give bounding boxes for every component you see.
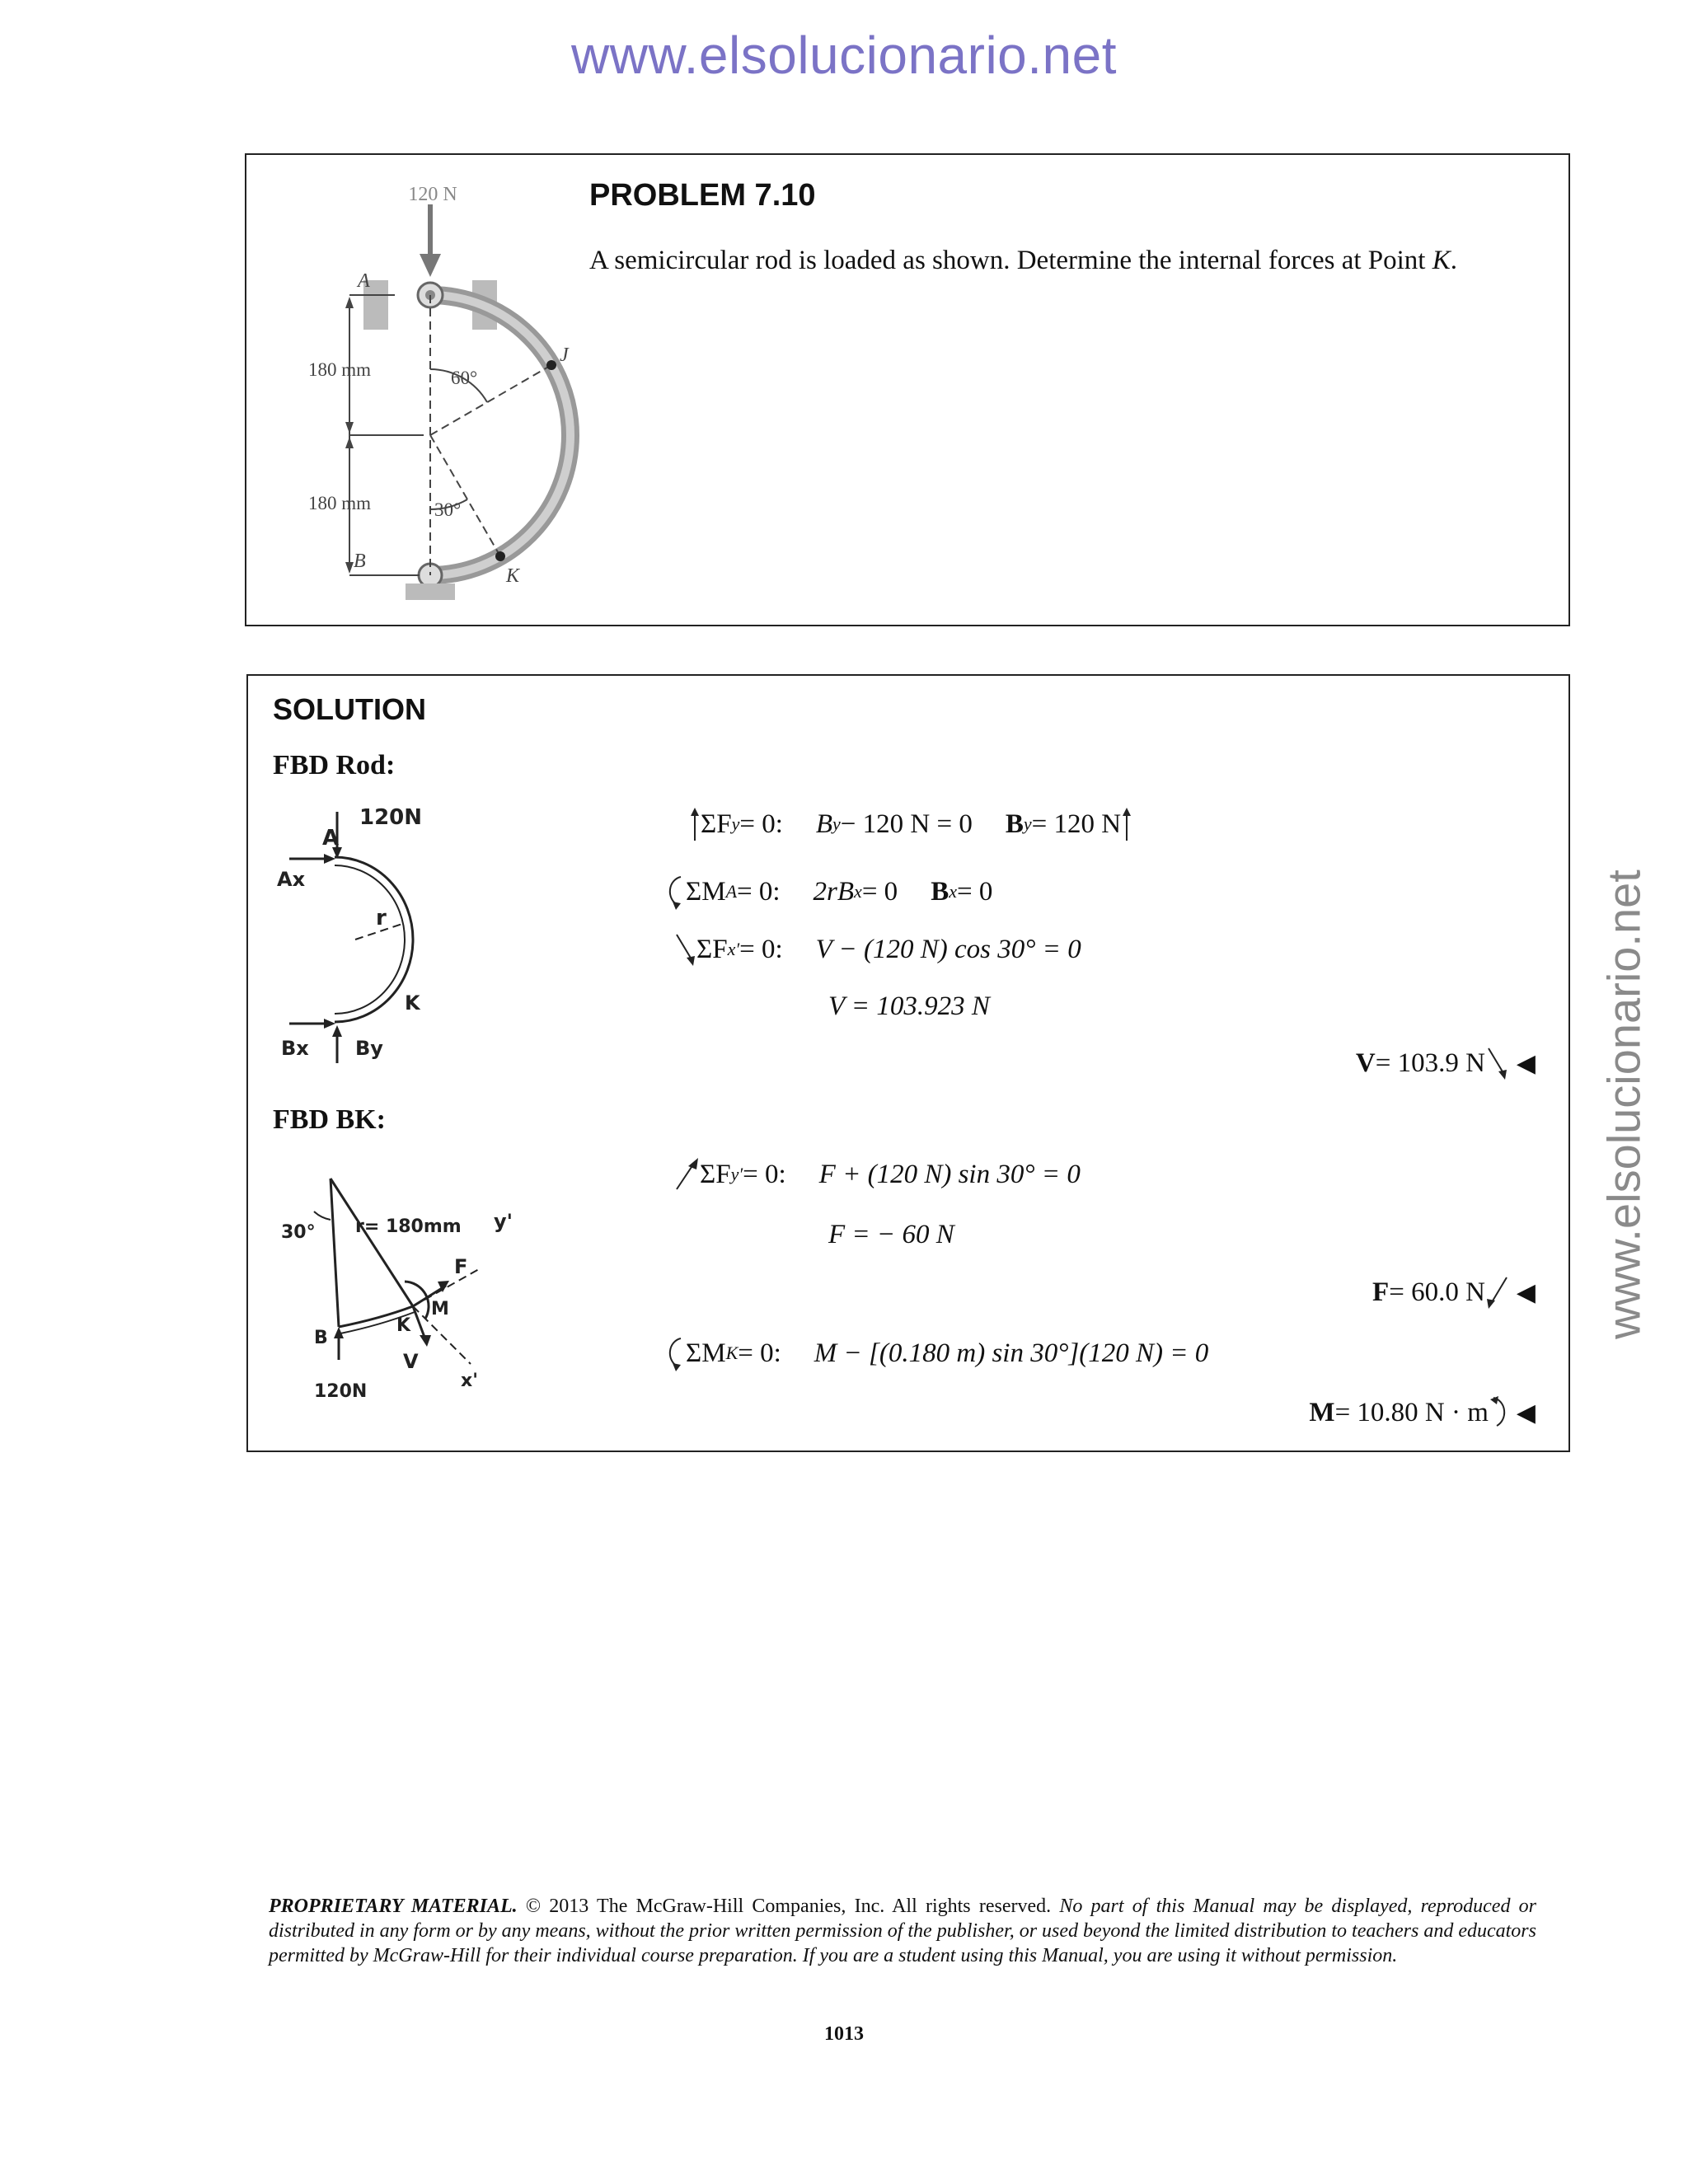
copyright-notice: PROPRIETARY MATERIAL. © 2013 The McGraw-Hill Companies, Inc. All rights reserved. No part of this Manual may be displayed, reproduced or distributed in any form or by any means, without the prior written permission of the publisher, or used beyond the limited distribution to teachers and educators permitted by McGraw-Hill for their individual course preparation. If you are a student using this Manual, you are using it without permission. <box>269 1896 1536 1966</box>
equation-sum-ma: ΣM A = 0: 2rB x = 0 B x = 0 <box>664 874 992 910</box>
problem-box <box>245 153 1570 626</box>
problem-statement: A semicircular rod is loaded as shown. Determine the internal forces at Point K. <box>589 246 1457 275</box>
bk-angle: 30° <box>281 1222 316 1243</box>
fbd-bk-label: FBD BK: <box>273 1104 386 1135</box>
equation-sum-fx-prime: ΣF x′ = 0: V − (120 N) cos 30° = 0 <box>675 933 1081 966</box>
ccw-moment-icon <box>664 1335 686 1371</box>
fbd-bk-sketch <box>273 1170 537 1409</box>
solution-box <box>246 674 1570 1452</box>
answer-v: V = 103.9 N ◀ <box>1356 1047 1536 1080</box>
dim-upper: 180 mm <box>308 359 372 380</box>
bk-M: M <box>431 1299 449 1319</box>
solution-title: SOLUTION <box>273 692 426 726</box>
problem-title: PROBLEM 7.10 <box>589 178 816 213</box>
load-label: 120 N <box>408 184 457 205</box>
problem-figure <box>271 171 601 600</box>
rod-K: K <box>405 991 420 1015</box>
angle-lower: 30° <box>434 499 462 520</box>
equation-v-value: V = 103.923 N <box>828 991 990 1021</box>
cw-moment-icon <box>1489 1394 1510 1431</box>
equation-f-value: F = − 60 N <box>828 1220 954 1249</box>
page-number: 1013 <box>824 2023 864 2045</box>
fbd-rod-label: FBD Rod: <box>273 750 396 780</box>
bk-y-axis: y' <box>494 1210 513 1233</box>
answer-marker: ◀ <box>1516 1399 1536 1427</box>
diagonal-arrow-icon <box>675 933 696 966</box>
answer-f: F = 60.0 N ◀ <box>1372 1276 1536 1309</box>
equation-sum-mk: ΣM K = 0: M − [(0.180 m) sin 30°](120 N) = 0 <box>664 1335 1208 1371</box>
rod-r: r <box>376 906 387 930</box>
rod-A: A <box>322 826 340 851</box>
up-arrow-icon <box>1121 808 1132 841</box>
diagonal-arrow-icon <box>1485 1276 1510 1309</box>
bk-radius: r= 180mm <box>355 1216 462 1237</box>
answer-m: M = 10.80 N · m ◀ <box>1309 1394 1536 1431</box>
up-arrow-icon <box>689 808 701 841</box>
angle-upper: 60° <box>451 368 478 388</box>
equation-sum-fy-prime: ΣF y′ = 0: F + (120 N) sin 30° = 0 <box>675 1158 1081 1191</box>
label-B: B <box>354 551 366 572</box>
bk-F: F <box>454 1255 468 1278</box>
bk-B: B <box>314 1328 328 1348</box>
label-A: A <box>358 270 370 292</box>
label-J: J <box>560 344 569 366</box>
bk-K: K <box>396 1315 411 1336</box>
answer-marker: ◀ <box>1516 1278 1536 1306</box>
ccw-moment-icon <box>664 874 686 910</box>
rod-By: By <box>355 1037 383 1060</box>
rod-load: 120N <box>359 808 423 830</box>
bk-V: V <box>403 1350 419 1373</box>
dim-lower: 180 mm <box>308 493 372 513</box>
diagonal-arrow-icon <box>675 1158 700 1191</box>
answer-marker: ◀ <box>1516 1049 1536 1077</box>
diagonal-arrow-icon <box>1485 1047 1510 1080</box>
rod-Bx: Bx <box>281 1037 309 1060</box>
bk-x-axis: x' <box>461 1371 478 1391</box>
bk-load: 120N <box>314 1381 368 1402</box>
watermark-side: www.elsolucionario.net <box>1597 869 1650 1339</box>
rod-Ax: Ax <box>277 868 306 891</box>
watermark-top[interactable]: www.elsolucionario.net <box>571 26 1117 85</box>
fbd-rod-sketch <box>273 808 454 1063</box>
label-K: K <box>506 565 520 587</box>
equation-sum-fy: ΣF y = 0: B y − 120 N = 0 B y = 120 N <box>689 808 1132 841</box>
